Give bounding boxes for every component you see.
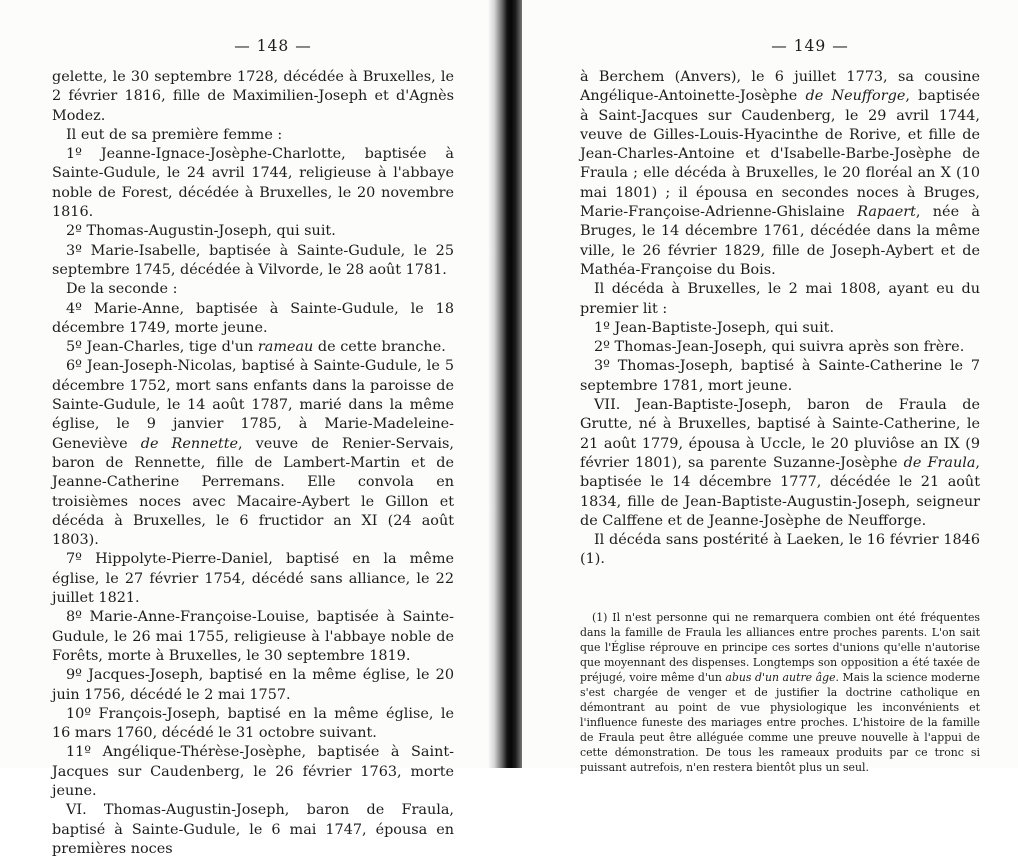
footnote: (1) Il n'est personne qui ne remarquera combien ont été fréquentes dans la famille de Fraula les alliances entre proches parents. L'on sait que l'Église réprouve en principe ces sortes d'unions qu'elle n'autorise que moyennant des dispenses. Longtemps son opposition a été taxée de préjugé, voire même d'un abus d'un autre âge. Mais la science moderne s'est chargée de venger et de justifier la doctrine catholique en démontrant au point de vue physiologique les inconvénients et l'influence funeste des mariages entre proches. L'histoire de la famille de Fraula peut être alléguée comme une preuve nouvelle à l'appui de cette démonstration. De tous les rameaux produits par ce tronc si puissant autrefois, n'en restera bientôt plus un seul.	[580, 610, 980, 774]
paragraph: gelette, le 30 septembre 1728, décédée à Bruxelles, le 2 février 1816, fille de Maximilien-Joseph et d'Agnès Modez.	[52, 69, 454, 124]
paragraph: 11º Angélique-Thérèse-Josèphe, baptisée à Saint-Jacques sur Caudenberg, le 26 février 1763, morte jeune.	[52, 744, 454, 799]
left-page	[0, 0, 500, 857]
paragraph: 8º Marie-Anne-Françoise-Louise, baptisée à Sainte-Gudule, le 26 mai 1755, religieuse à l'abbaye noble de Forêts, morte à Bruxelles, le 30 septembre 1819.	[52, 609, 454, 664]
paragraph: 1º Jean-Baptiste-Joseph, qui suit.	[594, 319, 835, 336]
italic-text: de Rennette	[140, 435, 238, 452]
italic-text: Rapaert	[857, 204, 916, 221]
left-page-body	[52, 68, 454, 859]
page-number-right: — 149 —	[771, 37, 849, 55]
paragraph: 9º Jacques-Joseph, baptisé en la même église, le 20 juin 1756, décédé le 2 mai 1757.	[52, 667, 454, 703]
paragraph: VII. Jean-Baptiste-Joseph, baron de Fraula de Grutte, né à Bruxelles, baptisé à Sainte-Catherine, le 21 août 1779, épousa à Uccle, le 20 pluviôse an IX (9 février 1801), sa parente Suzanne-Josèphe de Fraula, baptisée le 14 décembre 1777, décédée le 21 août 1834, fille de Jean-Baptiste-Augustin-Joseph, seigneur de Calffene et de Jeanne-Josèphe de Neufforge.	[580, 397, 980, 529]
italic-text: rameau	[257, 339, 314, 356]
italic-text: de Fraula	[903, 454, 976, 471]
italic-text: abus d'un autre âge	[725, 670, 836, 684]
paragraph: Il eut de sa première femme :	[66, 126, 283, 143]
paragraph: VI. Thomas-Augustin-Joseph, baron de Fraula, baptisé à Sainte-Gudule, le 6 mai 1747, épousa en premières noces	[52, 802, 454, 857]
paragraph: 6º Jean-Joseph-Nicolas, baptisé à Sainte-Gudule, le 5 décembre 1752, mort sans enfants dans la paroisse de Sainte-Gudule, le 14 août 1787, marié dans la même église, le 9 janvier 1785, à Marie-Madeleine-Geneviève de Rennette, veuve de Renier-Servais, baron de Rennette, fille de Lambert-Martin et de Jeanne-Catherine Perremans. Elle convola en troisièmes noces avec Macaire-Aybert le Gillon et décéda à Bruxelles, le 6 fructidor an XI (24 août 1803).	[52, 358, 454, 549]
paragraph: De la seconde :	[66, 281, 178, 298]
italic-text: de Neufforge	[805, 88, 906, 105]
paragraph: 3º Marie-Isabelle, baptisée à Sainte-Gudule, le 25 septembre 1745, décédée à Vilvorde, le 28 août 1781.	[52, 242, 454, 278]
footnote-block	[580, 610, 980, 775]
paragraph: 3º Thomas-Joseph, baptisé à Sainte-Catherine le 7 septembre 1781, mort jeune.	[580, 358, 980, 394]
paragraph: à Berchem (Anvers), le 6 juillet 1773, sa cousine Angélique-Antoinette-Josèphe de Neufforge, baptisée à Saint-Jacques sur Caudenberg, le 29 avril 1744, veuve de Gilles-Louis-Hyacinthe de Rorive, et fille de Jean-Charles-Antoine et d'Isabelle-Barbe-Josèphe de Fraula ; elle décéda à Bruxelles, le 20 floréal an X (10 mai 1801) ; il épousa en secondes noces à Bruges, Marie-Françoise-Adrienne-Ghislaine Rapaert, née à Bruges, le 14 décembre 1761, décédée dans la même ville, le 26 février 1829, fille de Joseph-Aybert et de Mathéa-Françoise du Bois.	[580, 69, 980, 278]
paragraph: Il décéda à Bruxelles, le 2 mai 1808, ayant eu du premier lit :	[580, 281, 980, 317]
paragraph: 2º Thomas-Augustin-Joseph, qui suit.	[66, 223, 336, 240]
right-page-body	[580, 68, 980, 570]
paragraph: 7º Hippolyte-Pierre-Daniel, baptisé en la même église, le 27 février 1754, décédé sans alliance, le 22 juillet 1821.	[52, 551, 454, 607]
paragraph: Il décéda sans postérité à Laeken, le 16 février 1846 (1).	[580, 532, 980, 568]
page-number-left: — 148 —	[234, 37, 312, 55]
paragraph: 1º Jeanne-Ignace-Josèphe-Charlotte, baptisée à Sainte-Gudule, le 24 avril 1744, religieuse à l'abbaye noble de Forest, décédée à Bruxelles, le 20 novembre 1816.	[52, 146, 454, 221]
paragraph: 5º Jean-Charles, tige d'un rameau de cette branche.	[66, 339, 446, 356]
paragraph: 2º Thomas-Jean-Joseph, qui suivra après son frère.	[594, 339, 965, 356]
paragraph: 10º François-Joseph, baptisé en la même église, le 16 mars 1760, décédé le 31 octobre suivant.	[52, 705, 454, 742]
paragraph: 4º Marie-Anne, baptisée à Sainte-Gudule, le 18 décembre 1749, morte jeune.	[52, 300, 454, 336]
right-page	[522, 0, 1018, 774]
